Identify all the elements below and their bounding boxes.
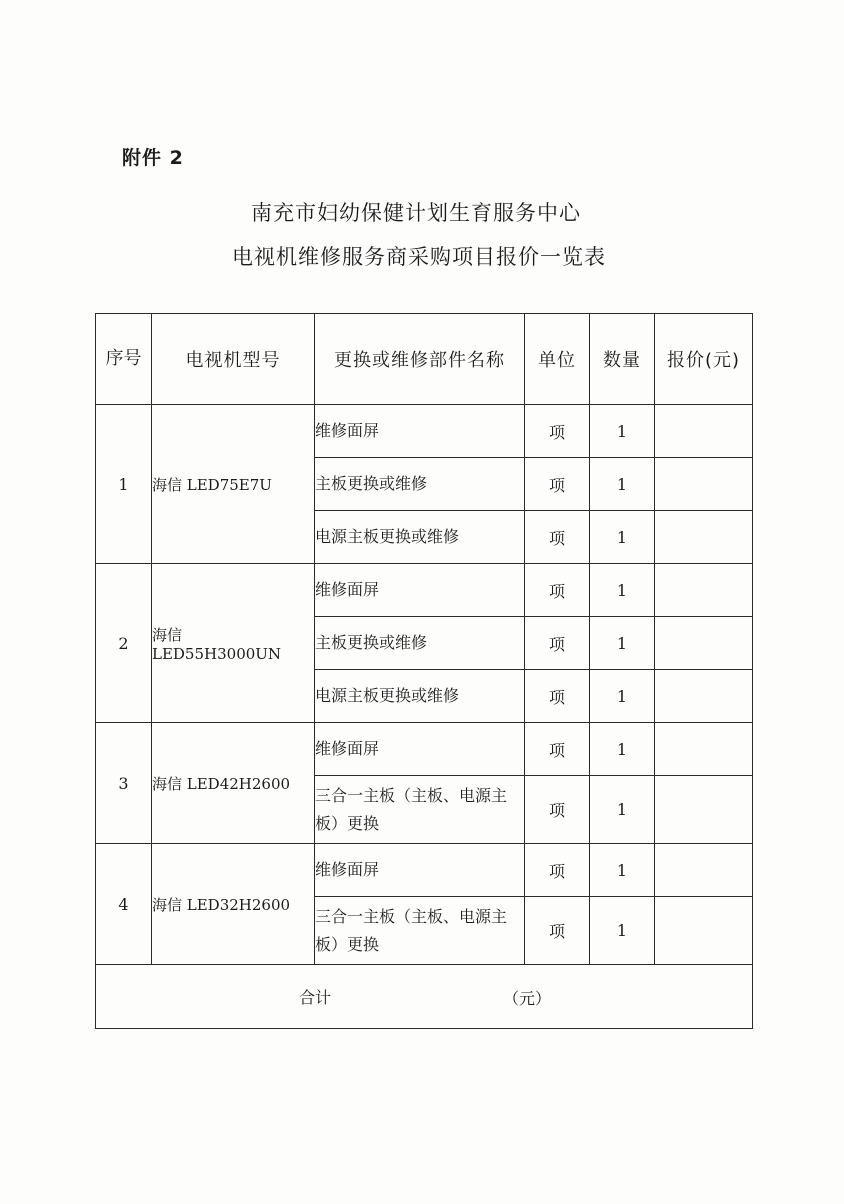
price-cell[interactable] bbox=[655, 723, 753, 776]
part-name: 电源主板更换或维修 bbox=[315, 670, 525, 723]
total-label: 合计 bbox=[299, 988, 332, 1007]
qty-cell: 1 bbox=[590, 458, 655, 511]
total-cell[interactable] bbox=[96, 965, 753, 1029]
header-no: 序号 bbox=[96, 314, 152, 405]
price-cell[interactable] bbox=[655, 405, 753, 458]
header-qty: 数量 bbox=[590, 314, 655, 405]
table-row bbox=[96, 844, 753, 897]
unit-cell: 项 bbox=[525, 670, 590, 723]
header-model: 电视机型号 bbox=[152, 314, 315, 405]
total-row bbox=[96, 965, 753, 1029]
price-cell[interactable] bbox=[655, 564, 753, 617]
header-part: 更换或维修部件名称 bbox=[315, 314, 525, 405]
qty-cell: 1 bbox=[590, 617, 655, 670]
quotation-table bbox=[95, 313, 753, 1029]
qty-cell: 1 bbox=[590, 670, 655, 723]
tv-model: 海信 LED42H2600 bbox=[152, 723, 315, 844]
document-title-line1: 南充市妇幼保健计划生育服务中心 bbox=[251, 201, 581, 225]
price-cell[interactable] bbox=[655, 458, 753, 511]
part-name: 维修面屏 bbox=[315, 844, 525, 897]
qty-cell: 1 bbox=[590, 405, 655, 458]
unit-cell: 项 bbox=[525, 897, 590, 965]
table-row bbox=[96, 723, 753, 776]
tv-model: 海信 LED75E7U bbox=[152, 405, 315, 564]
price-cell[interactable] bbox=[655, 897, 753, 965]
unit-cell: 项 bbox=[525, 617, 590, 670]
unit-cell: 项 bbox=[525, 844, 590, 897]
part-name: 三合一主板（主板、电源主板）更换 bbox=[315, 776, 525, 844]
part-name: 三合一主板（主板、电源主板）更换 bbox=[315, 897, 525, 965]
header-unit: 单位 bbox=[525, 314, 590, 405]
price-cell[interactable] bbox=[655, 511, 753, 564]
header-price: 报价(元) bbox=[655, 314, 753, 405]
qty-cell: 1 bbox=[590, 564, 655, 617]
row-number: 2 bbox=[96, 564, 152, 723]
table-row bbox=[96, 405, 753, 458]
qty-cell: 1 bbox=[590, 776, 655, 844]
table-header-row bbox=[96, 314, 753, 405]
table-row bbox=[96, 564, 753, 617]
qty-cell: 1 bbox=[590, 844, 655, 897]
unit-cell: 项 bbox=[525, 776, 590, 844]
qty-cell: 1 bbox=[590, 511, 655, 564]
price-cell[interactable] bbox=[655, 617, 753, 670]
attachment-label: 附件 2 bbox=[122, 147, 184, 169]
price-cell[interactable] bbox=[655, 776, 753, 844]
qty-cell: 1 bbox=[590, 723, 655, 776]
qty-cell: 1 bbox=[590, 897, 655, 965]
tv-model: 海信 LED32H2600 bbox=[152, 844, 315, 965]
unit-cell: 项 bbox=[525, 458, 590, 511]
part-name: 维修面屏 bbox=[315, 723, 525, 776]
price-cell[interactable] bbox=[655, 844, 753, 897]
part-name: 主板更换或维修 bbox=[315, 458, 525, 511]
row-number: 1 bbox=[96, 405, 152, 564]
unit-cell: 项 bbox=[525, 511, 590, 564]
part-name: 维修面屏 bbox=[315, 405, 525, 458]
tv-model: 海信 LED55H3000UN bbox=[152, 564, 315, 723]
price-cell[interactable] bbox=[655, 670, 753, 723]
row-number: 4 bbox=[96, 844, 152, 965]
unit-cell: 项 bbox=[525, 723, 590, 776]
part-name: 维修面屏 bbox=[315, 564, 525, 617]
total-unit: （元） bbox=[503, 989, 552, 1008]
part-name: 主板更换或维修 bbox=[315, 617, 525, 670]
row-number: 3 bbox=[96, 723, 152, 844]
document-title-line2: 电视机维修服务商采购项目报价一览表 bbox=[232, 245, 606, 269]
unit-cell: 项 bbox=[525, 405, 590, 458]
unit-cell: 项 bbox=[525, 564, 590, 617]
part-name: 电源主板更换或维修 bbox=[315, 511, 525, 564]
